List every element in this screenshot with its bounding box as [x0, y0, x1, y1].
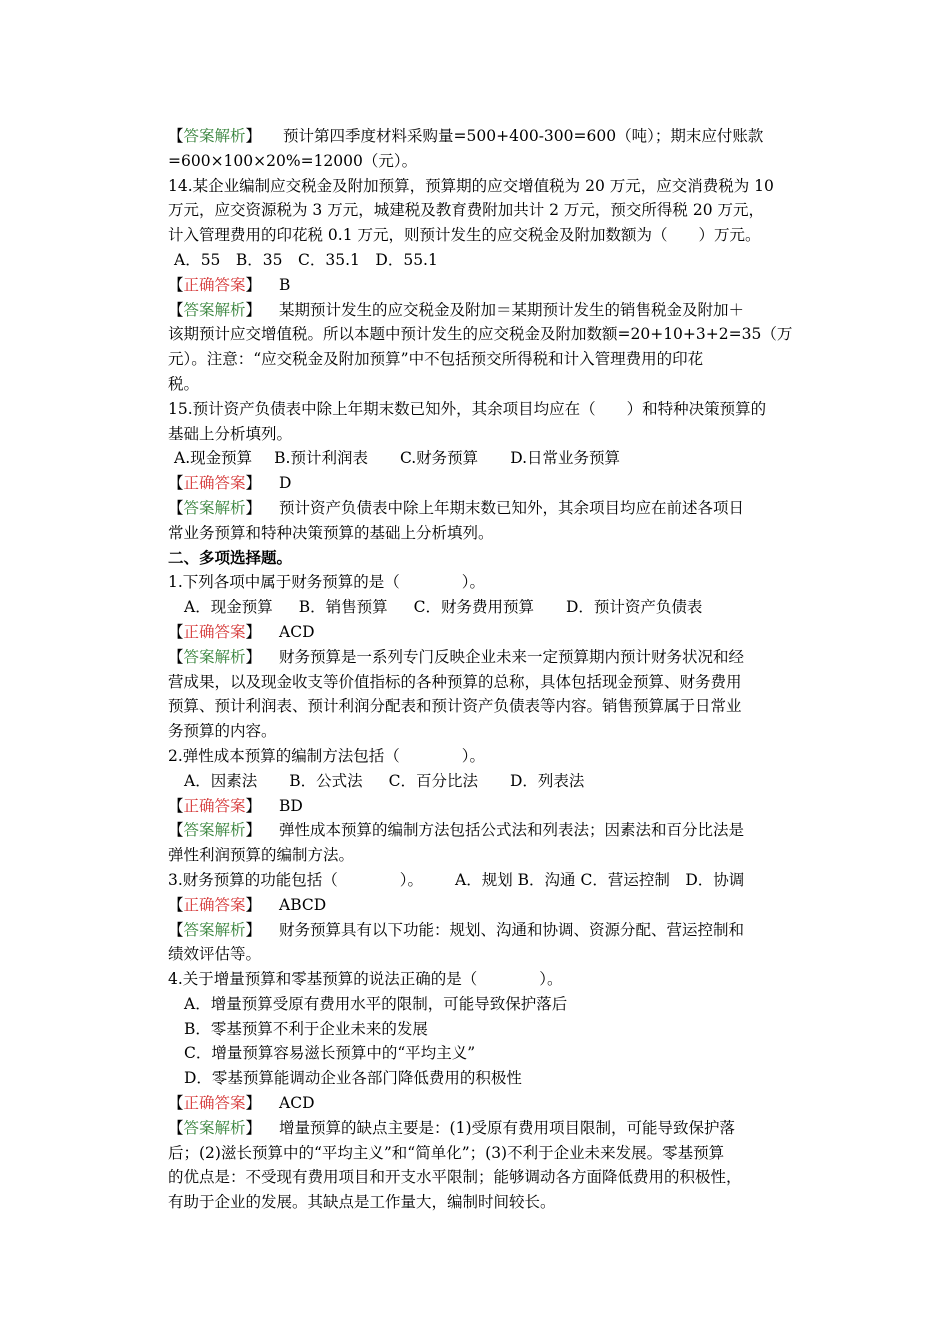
- m4-analysis-line-3: 的优点是：不受现有费用项目和开支水平限制；能够调动各方面降低费用的积极性，: [168, 1168, 742, 1187]
- m3-answer: [168, 893, 808, 918]
- answer-label: 正确答案: [183, 275, 246, 294]
- m4-answer: [168, 1091, 808, 1116]
- m1-answer-value: ACD: [279, 622, 315, 641]
- answer-label: 正确答案: [183, 622, 246, 641]
- q15-stem-line-2: 基础上分析填列。: [168, 424, 293, 443]
- answer-label-open: 【: [168, 1094, 184, 1113]
- answer-label-close: 】: [245, 275, 262, 294]
- m4-analysis: [168, 1116, 808, 1141]
- q14-stem-line-2: 万元，应交资源税为 3 万元，城建税及教育费附加共计 2 万元，预交所得税 20 万元，: [168, 201, 765, 220]
- q13-analysis-line-2: =600×100×20%=12000（元）。: [168, 151, 418, 170]
- q14-analysis-line-1: 某期预计发生的应交税金及附加＝某期预计发生的销售税金及附加＋: [279, 300, 745, 319]
- answer-label: 正确答案: [183, 1094, 246, 1113]
- q14-stem-line-3: 计入管理费用的印花税 0.1 万元，则预计发生的应交税金及附加数额为（ ）万元。: [168, 226, 761, 245]
- m2-answer: [168, 794, 808, 819]
- m2-option-d: D．列表法: [509, 771, 585, 790]
- analysis-label: 答案解析: [183, 498, 246, 517]
- analysis-label-open: 【: [168, 498, 184, 517]
- q13-analysis-line-1: 预计第四季度材料采购量=500+400-300=600（吨）；期末应付账款: [283, 127, 764, 145]
- m4-option-c: C．增量预算容易滋长预算中的“平均主义”: [184, 1044, 476, 1063]
- m2-answer-value: BD: [279, 796, 303, 815]
- analysis-label-open: 【: [168, 647, 184, 666]
- answer-label-close: 】: [245, 622, 262, 641]
- analysis-label-close: 】: [245, 498, 262, 517]
- analysis-label-close: 】: [245, 647, 262, 666]
- m1-analysis-line-1: 财务预算是一系列专门反映企业未来一定预算期内预计财务状况和经: [279, 647, 745, 666]
- analysis-label-close: 】: [245, 1118, 262, 1137]
- q15-analysis: [168, 496, 808, 521]
- m2-analysis: [168, 818, 808, 843]
- q14-options: A．55 B．35 C．35.1 D．55.1: [174, 250, 438, 269]
- analysis-label-open: 【: [168, 127, 184, 145]
- answer-label-close: 】: [245, 1094, 262, 1113]
- q15-analysis-line-2: 常业务预算和特种决策预算的基础上分析填列。: [168, 523, 494, 542]
- answer-label-open: 【: [168, 275, 184, 294]
- m2-options: [168, 769, 808, 794]
- analysis-label: 答案解析: [183, 127, 246, 145]
- m3-analysis-line-2: 绩效评估等。: [168, 945, 262, 964]
- q14-stem-line-1: 14.某企业编制应交税金及附加预算，预算期的应交增值税为 20 万元，应交消费税为 10: [168, 176, 774, 195]
- m1-analysis-line-2: 营成果，以及现金收支等价值指标的各种预算的总称，具体包括现金预算、财务费用: [168, 672, 742, 691]
- q15-option-c: C.财务预算: [399, 449, 479, 468]
- analysis-label: 答案解析: [183, 300, 246, 319]
- m2-stem: 2.弹性成本预算的编制方法包括（ ）。: [168, 746, 486, 765]
- m4-option-d: D．零基预算能调动企业各部门降低费用的积极性: [184, 1069, 522, 1088]
- analysis-label-open: 【: [168, 1118, 184, 1137]
- q15-option-b: B.预计利润表: [274, 449, 368, 468]
- analysis-label: 答案解析: [183, 920, 246, 939]
- m1-analysis-line-4: 务预算的内容。: [168, 722, 277, 741]
- m1-option-a: A．现金预算: [184, 598, 273, 617]
- analysis-label-close: 】: [245, 300, 262, 319]
- analysis-label-close: 】: [245, 821, 262, 840]
- m4-answer-value: ACD: [279, 1094, 315, 1113]
- answer-label-open: 【: [168, 895, 184, 914]
- analysis-label: 答案解析: [183, 821, 246, 840]
- m3-stem-text: 3.财务预算的功能包括（ ）。: [168, 870, 424, 889]
- answer-label-close: 】: [245, 796, 262, 815]
- m4-option-b: B．零基预算不利于企业未来的发展: [184, 1019, 428, 1038]
- m3-analysis: [168, 918, 808, 943]
- m1-option-c: C．财务费用预算: [413, 598, 534, 617]
- m4-option-a: A．增量预算受原有费用水平的限制，可能导致保护落后: [184, 994, 568, 1013]
- answer-label: 正确答案: [183, 796, 246, 815]
- m1-analysis-line-3: 预算、预计利润表、预计利润分配表和预计资产负债表等内容。销售预算属于日常业: [168, 697, 742, 716]
- answer-label-close: 】: [245, 895, 262, 914]
- answer-label-open: 【: [168, 622, 184, 641]
- m2-option-b: B．公式法: [289, 771, 363, 790]
- m3-stem: [168, 868, 808, 893]
- m1-analysis: [168, 645, 808, 670]
- analysis-label-close: 】: [245, 127, 262, 145]
- analysis-label-close: 】: [245, 920, 262, 939]
- q14-analysis: [168, 298, 808, 323]
- analysis-label: 答案解析: [183, 1118, 246, 1137]
- m4-stem: 4.关于增量预算和零基预算的说法正确的是（ ）。: [168, 970, 563, 989]
- q15-answer-value: D: [279, 474, 292, 493]
- m2-analysis-line-2: 弹性利润预算的编制方法。: [168, 846, 355, 865]
- q14-answer: [168, 273, 808, 298]
- answer-label-close: 】: [245, 474, 262, 493]
- answer-label-open: 【: [168, 796, 184, 815]
- q15-option-d: D.日常业务预算: [510, 449, 621, 468]
- m2-analysis-line-1: 弹性成本预算的编制方法包括公式法和列表法；因素法和百分比法是: [279, 821, 745, 840]
- section-heading: 二、多项选择题。: [168, 547, 293, 567]
- m4-analysis-line-4: 有助于企业的发展。其缺点是工作量大，编制时间较长。: [168, 1193, 556, 1212]
- m1-option-b: B．销售预算: [298, 598, 388, 617]
- answer-label: 正确答案: [183, 895, 246, 914]
- m2-option-a: A．因素法: [184, 771, 258, 790]
- m3-options: A．规划 B．沟通 C．营运控制 D．协调: [455, 870, 745, 889]
- m3-answer-value: ABCD: [279, 895, 327, 914]
- analysis-label-open: 【: [168, 300, 184, 319]
- m4-analysis-line-1: 增量预算的缺点主要是：(1)受原有费用项目限制，可能导致保护落: [279, 1118, 736, 1137]
- q14-analysis-line-2: 该期预计应交增值税。所以本题中预计发生的应交税金及附加数额=20+10+3+2=35（万: [168, 325, 793, 344]
- analysis-label-open: 【: [168, 821, 184, 840]
- m1-answer: [168, 620, 808, 645]
- q15-analysis-line-1: 预计资产负债表中除上年期末数已知外，其余项目均应在前述各项日: [279, 498, 745, 517]
- q14-answer-value: B: [279, 275, 291, 294]
- m4-analysis-line-2: 后；(2)滋长预算中的“平均主义”和“简单化”；(3)不利于企业未来发展。零基预算: [168, 1143, 725, 1162]
- document-page: [168, 124, 808, 1215]
- m1-options: [168, 595, 808, 620]
- analysis-label: 答案解析: [183, 647, 246, 666]
- q15-option-a: A.现金预算: [174, 449, 253, 468]
- m3-analysis-line-1: 财务预算具有以下功能：规划、沟通和协调、资源分配、营运控制和: [279, 920, 745, 939]
- m2-option-c: C．百分比法: [388, 771, 478, 790]
- q13-analysis: [168, 124, 808, 149]
- q15-stem-line-1: 15.预计资产负债表中除上年期末数已知外，其余项目均应在（ ）和特种决策预算的: [168, 399, 767, 418]
- analysis-label-open: 【: [168, 920, 184, 939]
- q15-options: [168, 446, 808, 471]
- q14-analysis-line-4: 税。: [168, 374, 200, 393]
- answer-label: 正确答案: [183, 474, 246, 493]
- m1-stem: 1.下列各项中属于财务预算的是（ ）。: [168, 573, 486, 592]
- answer-label-open: 【: [168, 474, 184, 493]
- q15-answer: [168, 471, 808, 496]
- q14-analysis-line-3: 元）。注意：“应交税金及附加预算”中不包括预交所得税和计入管理费用的印花: [168, 350, 704, 369]
- m1-option-d: D．预计资产负债表: [565, 598, 703, 617]
